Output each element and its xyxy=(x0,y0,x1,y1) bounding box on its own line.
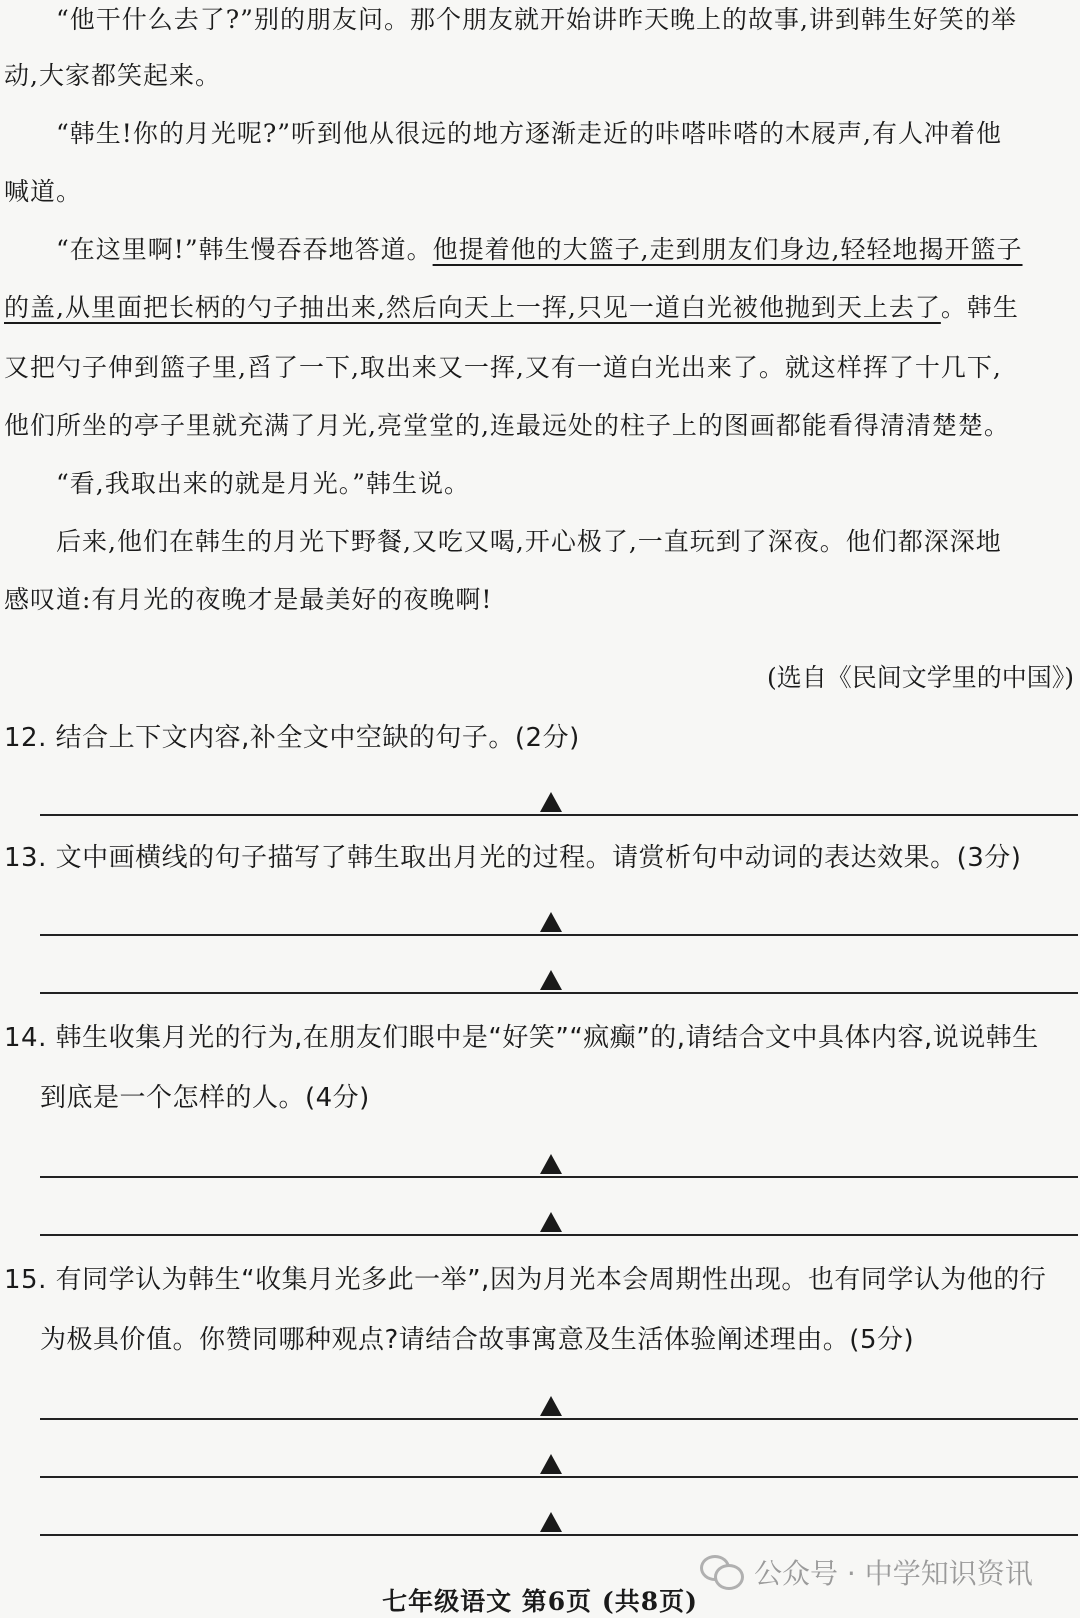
passage-p3-line4: 他们所坐的亭子里就充满了月光,亮堂堂的,连最远处的柱子上的图画都能看得清清楚楚。 xyxy=(4,411,1010,440)
answer-line-q12[interactable] xyxy=(40,784,1078,816)
watermark-text: 公众号 · 中学知识资讯 xyxy=(754,1557,1033,1590)
answer-marker-icon xyxy=(540,792,562,812)
passage-source: (选自《民间文学里的中国》) xyxy=(766,663,1074,692)
passage-p3-line2 xyxy=(4,290,1019,326)
answer-marker-icon xyxy=(540,1454,562,1474)
question-15-line1: 15. 有同学认为韩生“收集月光多此一举”,因为月光本会周期性出现。也有同学认为他的行 xyxy=(4,1265,1047,1295)
answer-marker-icon xyxy=(540,970,562,990)
answer-line-q15-3[interactable] xyxy=(40,1504,1078,1536)
answer-line-q13-1[interactable] xyxy=(40,904,1078,936)
wechat-icon xyxy=(700,1555,744,1589)
passage-p2-line2: 喊道。 xyxy=(4,177,83,206)
passage-p3-line3: 又把勺子伸到篮子里,舀了一下,取出来又一挥,又有一道白光出来了。就这样挥了十几下, xyxy=(4,353,1002,382)
answer-marker-icon xyxy=(540,1512,562,1532)
passage-p2-line1: “韩生!你的月光呢?”听到他从很远的地方逐渐走近的咔嗒咔嗒的木屐声,有人冲着他 xyxy=(56,119,1002,148)
answer-marker-icon xyxy=(540,912,562,932)
answer-marker-icon xyxy=(540,1154,562,1174)
question-12: 12. 结合上下文内容,补全文中空缺的句子。(2分) xyxy=(4,723,580,753)
passage-p1-line2: 动,大家都笑起来。 xyxy=(4,61,221,90)
answer-line-q15-2[interactable] xyxy=(40,1446,1078,1478)
page-footer: 七年级语文 第6页 (共8页) xyxy=(382,1587,698,1616)
passage-p3-line1-plain: “在这里啊!”韩生慢吞吞地答道。 xyxy=(56,235,433,264)
answer-line-q15-1[interactable] xyxy=(40,1388,1078,1420)
question-14-line2: 到底是一个怎样的人。(4分) xyxy=(40,1083,370,1113)
answer-line-q14-2[interactable] xyxy=(40,1204,1078,1236)
passage-p3-line1 xyxy=(56,232,1023,268)
answer-marker-icon xyxy=(540,1212,562,1232)
underlined-sentence-part2: 的盖,从里面把长柄的勺子抽出来,然后向天上一挥,只见一道白光被他抛到天上去了 xyxy=(4,293,941,322)
answer-line-q13-2[interactable] xyxy=(40,962,1078,994)
question-14-line1: 14. 韩生收集月光的行为,在朋友们眼中是“好笑”“疯癫”的,请结合文中具体内容,说说韩生 xyxy=(4,1023,1039,1053)
passage-p3-line2-plain: 。韩生 xyxy=(940,293,1019,322)
passage-p5-line2: 感叹道:有月光的夜晚才是最美好的夜晚啊! xyxy=(4,585,493,614)
answer-line-q14-1[interactable] xyxy=(40,1146,1078,1178)
passage-p4-line1: “看,我取出来的就是月光。”韩生说。 xyxy=(56,469,471,498)
passage-p1-line1: “他干什么去了?”别的朋友问。那个朋友就开始讲昨天晚上的故事,讲到韩生好笑的举 xyxy=(56,5,1017,34)
passage-p5-line1: 后来,他们在韩生的月光下野餐,又吃又喝,开心极了,一直玩到了深夜。他们都深深地 xyxy=(56,527,1002,556)
question-13: 13. 文中画横线的句子描写了韩生取出月光的过程。请赏析句中动词的表达效果。(3分) xyxy=(4,843,1022,873)
answer-marker-icon xyxy=(540,1396,562,1416)
question-15-line2: 为极具价值。你赞同哪种观点?请结合故事寓意及生活体验阐述理由。(5分) xyxy=(40,1325,915,1355)
underlined-sentence-part1: 他提着他的大篮子,走到朋友们身边,轻轻地揭开篮子 xyxy=(432,235,1023,264)
